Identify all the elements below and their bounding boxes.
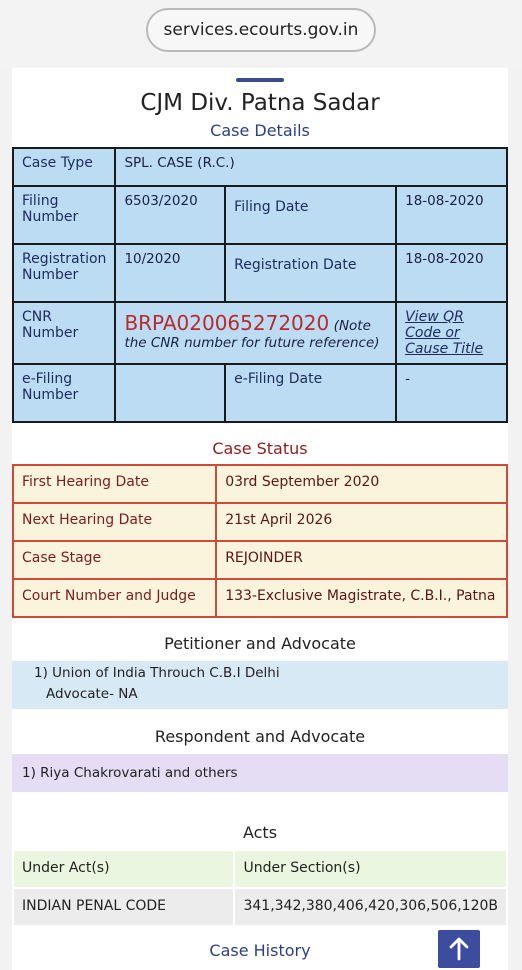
filing-number-value: 6503/2020 (115, 186, 225, 244)
acts-heading: Acts (242, 823, 278, 842)
filing-date-label: Filing Date (225, 186, 396, 244)
petitioner-box (12, 661, 508, 709)
acts-col-header: Under Act(s) (13, 850, 234, 888)
view-qr-code-link[interactable]: View QR Code or Cause Title (405, 309, 484, 357)
case-history-heading: Case History (209, 941, 311, 960)
act-name: INDIAN PENAL CODE (13, 888, 234, 926)
petitioner-name: 1) Union of India Throuch C.B.I Delhi (34, 665, 280, 681)
registration-date-label: Registration Date (225, 244, 396, 302)
case-details-table (12, 147, 508, 423)
acts-table (12, 849, 508, 927)
status-label: Case Stage (13, 541, 216, 579)
cnr-note: (Note the CNR number for future reference) (124, 318, 380, 351)
status-value: 133-Exclusive Magistrate, C.B.I., Patna (216, 579, 507, 617)
url-field[interactable] (146, 8, 376, 52)
registration-number-value: 10/2020 (115, 244, 225, 302)
case-details-heading: Case Details (210, 121, 310, 140)
status-label: First Hearing Date (13, 465, 216, 503)
status-label: Next Hearing Date (13, 503, 216, 541)
case-status-table (12, 464, 508, 618)
qr-cell (396, 302, 507, 364)
status-value: 21st April 2026 (216, 503, 507, 541)
status-value: 03rd September 2020 (216, 465, 507, 503)
efiling-date-value: - (396, 364, 507, 422)
status-value: REJOINDER (216, 541, 507, 579)
registration-date-value: 18-08-2020 (396, 244, 507, 302)
url-text: services.ecourts.gov.in (163, 20, 359, 40)
efiling-number-value (115, 364, 225, 422)
respondent-box (12, 754, 508, 792)
cnr-label: CNR Number (13, 302, 115, 364)
browser-address-bar (0, 0, 522, 68)
case-page (12, 68, 508, 970)
efiling-date-label: e-Filing Date (225, 364, 396, 422)
respondent-heading: Respondent and Advocate (154, 727, 366, 746)
filing-date-value: 18-08-2020 (396, 186, 507, 244)
case-type-label: Case Type (13, 148, 115, 186)
scroll-top-button[interactable] (438, 930, 480, 968)
act-sections: 341,342,380,406,420,306,506,120B (234, 888, 507, 926)
cnr-cell (115, 302, 396, 364)
cnr-value: BRPA020065272020 (124, 311, 330, 335)
arrow-up-icon (449, 937, 469, 961)
acts-col-header: Under Section(s) (234, 850, 507, 888)
registration-number-label: Registration Number (13, 244, 115, 302)
filing-number-label: Filing Number (13, 186, 115, 244)
page-indicator (236, 78, 284, 82)
case-type-value: SPL. CASE (R.C.) (115, 148, 507, 186)
status-label: Court Number and Judge (13, 579, 216, 617)
petitioner-advocate: Advocate- NA (46, 686, 138, 702)
petitioner-heading: Petitioner and Advocate (164, 634, 356, 653)
respondent-name: 1) Riya Chakrovarati and others (22, 765, 238, 781)
court-title: CJM Div. Patna Sadar (140, 90, 380, 116)
efiling-number-label: e-Filing Number (13, 364, 115, 422)
case-status-heading: Case Status (212, 439, 308, 458)
